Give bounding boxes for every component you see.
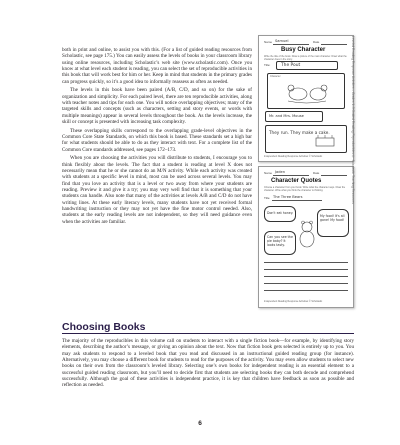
heading-divider: [62, 333, 354, 334]
choosing-books-text: [62, 338, 354, 389]
name-value: Jaden: [275, 170, 286, 174]
worksheet-title: Character Quotes: [271, 178, 322, 184]
paragraph: The levels in this book have been paired (A/B, C/D, and so on) for the sake of organization and simplicity. For each paired level, there are ten reproducible activities, along with teacher notes and tips for each one. You will notice overlapping objectives; many of the targeted skills and concepts (such as characters, setting and story events, or words with multiple meanings) appear in several levels throughout the book. As the levels increase, the skill or concept is presented with increasing task complexity.: [62, 87, 252, 126]
bear-drawing: [293, 219, 323, 249]
name-label: Name: [264, 171, 273, 175]
date-label: Date: [313, 171, 320, 175]
worksheet-instructions: Choose a character from your book. Write what the character says. Draw the character. Write what you think the character is thinking.: [264, 186, 346, 192]
mouse-drawing: [268, 74, 344, 108]
side-copyright-caption: Leveled Reading Response Activities – Grades 1–3 Guided Reading Reproducibles © Scholastic Teaching Resources: [351, 36, 355, 204]
caption-value: Mr. and Mrs. Mouse: [269, 114, 304, 118]
date-label: Date: [313, 40, 320, 44]
book-title-label: Title:: [264, 63, 271, 67]
drawing-box: [267, 73, 345, 109]
drawing-box-label: Character: [270, 75, 281, 78]
sample-worksheet-character-quotes: [258, 166, 354, 308]
quote-bubble-2: [264, 231, 296, 255]
worksheet-footer: Independent Reading Response Activities © Scholastic: [264, 155, 323, 158]
action-value: They run. They make a cake.: [269, 130, 330, 135]
worksheet-instructions: Write the title of the book. Draw a picture of the main character. Draw what the character does in the story.: [264, 55, 347, 61]
paragraph: both in print and online, to assist you with this. (For a list of guided reading resources from Scholastic, see page 175.) You can easily assess the levels of books in your classroom library using online resources, including Scholastic’s web site (www.scholastic.com). Once you know at what level each student is reading, you can select the set of reproducible activities in this book that will work best for him or her. Keep in mind that students in the primary grades can progress quickly, so it’s a good idea to informally reassess as often as needed.: [62, 47, 252, 85]
worksheet-footer: Independent Reading Response Activities © Scholastic: [264, 300, 323, 303]
book-title-value: The Pout: [281, 63, 301, 68]
action-box: [265, 125, 347, 153]
book-title-label: Title: [264, 196, 270, 200]
paragraph: These overlapping skills correspond to the overlapping grade-level objectives in the Common Core State Standards, on which this book is based. These standards set a high bar for what students should be able to do as they interact with text. For a complete list of the Common Core standards addressed, see pages 172–173.: [62, 127, 252, 153]
quote-3: My food! It's all gone! My food!: [320, 214, 345, 222]
cake-drawing: [266, 126, 346, 152]
book-title-value: The Three Bears: [273, 195, 303, 199]
quote-bubble-1: [264, 206, 296, 222]
name-value: Samuel: [275, 39, 289, 43]
intro-text-column: [62, 47, 252, 225]
name-label: Name: [264, 40, 273, 44]
worksheet-title: Busy Character: [281, 47, 326, 53]
book-title-box: [276, 61, 338, 70]
page-number: 6: [198, 420, 202, 427]
paragraph: The majority of the reproducibles in this volume call on students to interact with a single fiction book—for example, by identifying story elements, describing the author’s message, or giving an opinion about the text. Now that fiction book gets selected is entirely up to you. You may ask students to respond to a leveled book that you read and discussed in an instructional guided reading group (for instance). Alternatively, you may choose a different book for students to read for the purposes of the activity. You may even allow students to select new books on their own from the classroom’s leveled library. Selecting one’s own books for independent reading is an essential element to a successful guided reading classroom, but you’ll need to decide first that students are selecting books they can both decode and comprehend successfully. Although the goal of these activities is independent practice, it is key that children have feedback as soon as possible and reflection as needed.: [62, 338, 354, 389]
caption-box: [265, 111, 323, 122]
quote-1: Don't eat honey.: [267, 211, 294, 215]
section-heading: Choosing Books: [62, 321, 146, 333]
paragraph: When you are choosing the activities you will distribute to students, I encourage you to think flexibly about the levels. The fact that a student is reading at level X does not necessarily mean that he or she cannot do an M/N activity. While each activity was created with students at a specific level in mind, most can be used across several levels. You may find that you love an activity that is a level or two away from where your students are reading. Preview it and give it a try; you may very well find that it is something that your students can handle. Also note that many of the activities at levels A/B and C/D do not have writing lines. At these early literacy levels, many students have not yet received formal handwriting instruction or they may not yet have the fine motor control needed. Also, students at the early reading levels are not independent, so they will need guidance even when the activities are familiar.: [62, 155, 252, 225]
quote-2: Can you see the pie baby? It looks tasty.: [267, 235, 293, 247]
sample-worksheet-busy-character: [258, 35, 354, 162]
